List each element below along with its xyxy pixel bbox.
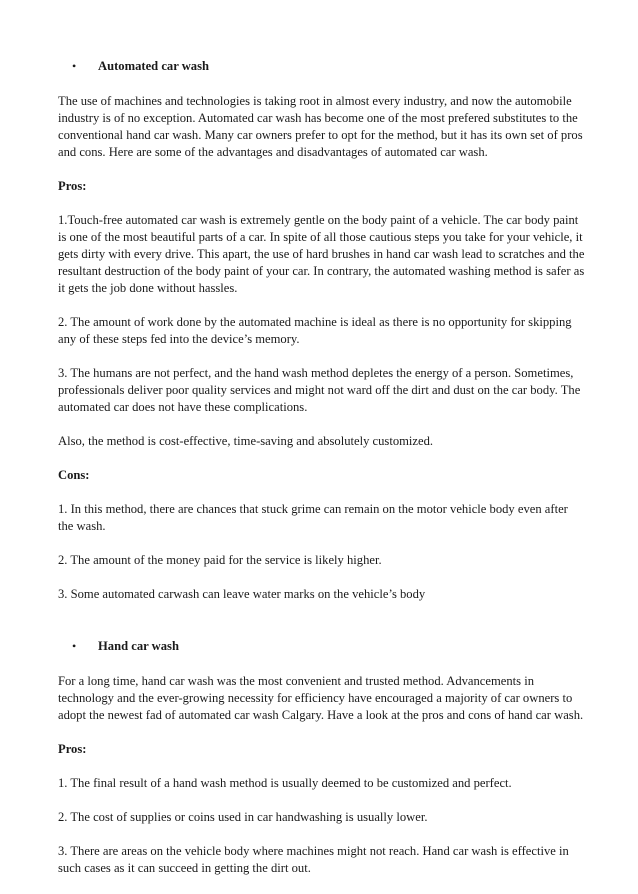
section-intro: The use of machines and technologies is taking root in almost every industry, and now the automobile industry is of no exception. Automated car wash has become one of the most prefered substitutes to the conventional hand car wash. Many car owners prefer to opt for the method, but it has its own set of pros and cons. Here are some of the advantages and disadvantages of automated car wash. <box>58 94 583 159</box>
pros-item: 3. There are areas on the vehicle body where machines might not reach. Hand car wash is effective in such cases as it can succeed in getting the dirt out. <box>58 844 569 875</box>
cons-item: 3. Some automated carwash can leave water marks on the vehicle’s body <box>58 587 426 601</box>
pros-item: 3. The humans are not perfect, and the hand wash method depletes the energy of a person. Sometimes, professionals deliver poor quality services and might not ward off the dirt and dust on the car body. The automated car does not have these complications. <box>58 366 581 414</box>
bullet-icon: • <box>72 639 77 653</box>
cons-item: 2. The amount of the money paid for the service is likely higher. <box>58 553 382 567</box>
document-page <box>58 58 586 894</box>
pros-item: 2. The amount of work done by the automated machine is ideal as there is no opportunity for skipping any of these steps fed into the device’s memory. <box>58 315 572 346</box>
bullet-icon: • <box>72 59 77 73</box>
section-heading-hand <box>72 638 586 655</box>
pros-item: 2. The cost of supplies or coins used in car handwashing is usually lower. <box>58 810 428 824</box>
pros-label: Pros: <box>58 179 87 193</box>
pros-item: 1.Touch-free automated car wash is extremely gentle on the body paint of a vehicle. The car body paint is one of the most beautiful parts of a car. In spite of all those cautious steps you take for your vehicle, it gets dirty with every drive. This apart, the use of hard brushes in hand car wash lead to scratches and the resultant destruction of the body paint of your car. In contrary, the automated washing method is safer as it gets the job done without hassles. <box>58 213 585 295</box>
section-title: Hand car wash <box>98 639 179 653</box>
section-title: Automated car wash <box>98 59 210 73</box>
cons-item: 1. In this method, there are chances that stuck grime can remain on the motor vehicle body even after the wash. <box>58 502 568 533</box>
pros-label: Pros: <box>58 742 87 756</box>
section-spacer <box>58 620 586 638</box>
cons-label: Cons: <box>58 468 90 482</box>
section-intro: For a long time, hand car wash was the most convenient and trusted method. Advancements in technology and the ever-growing necessity for efficiency have encouraged a majority of car owners to adopt the newest fad of automated car wash Calgary. Have a look at the pros and cons of hand car wash. <box>58 674 584 722</box>
pros-item: 1. The final result of a hand wash method is usually deemed to be customized and perfect. <box>58 776 512 790</box>
section-heading-automated <box>72 58 586 75</box>
pros-summary: Also, the method is cost-effective, time-saving and absolutely customized. <box>58 434 434 448</box>
